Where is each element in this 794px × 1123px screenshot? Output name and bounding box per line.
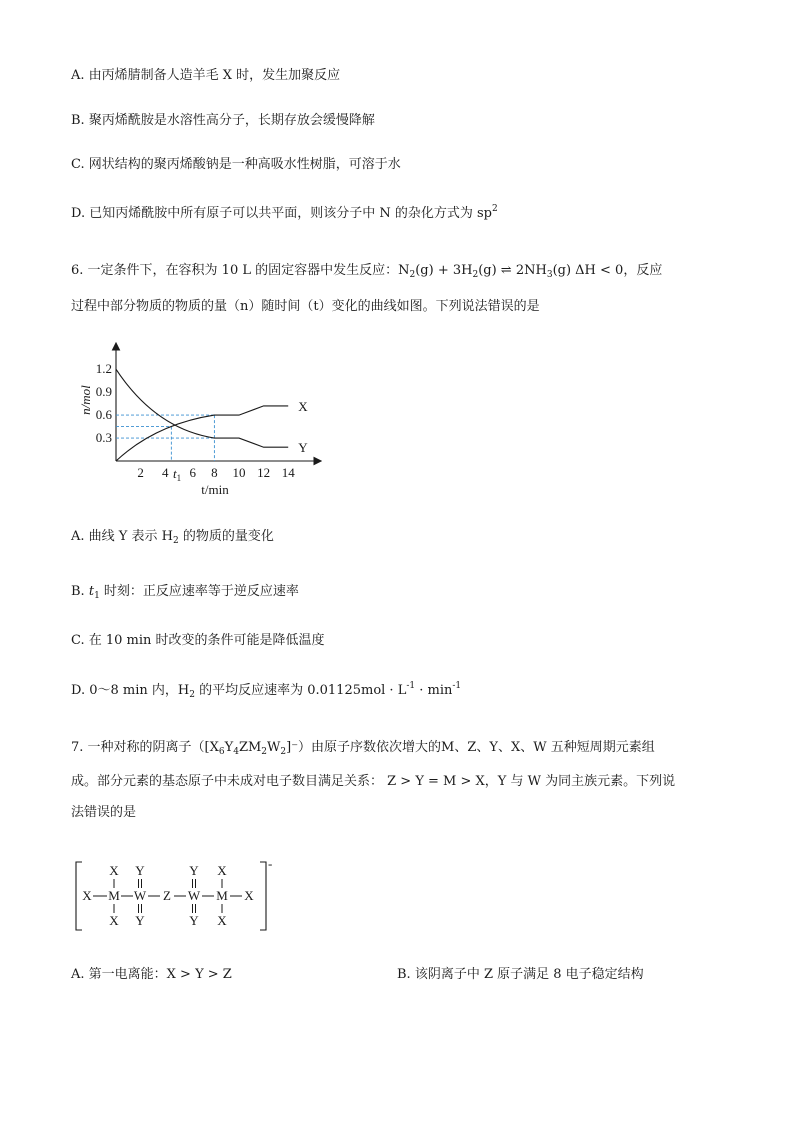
x-tick-label: 10: [232, 465, 246, 480]
t1-label: $t_1$: [172, 466, 182, 483]
x-axis-label: t/min: [201, 482, 229, 497]
svg-text:X: X: [109, 863, 119, 878]
q6-option-b: B. $t_1$ 时刻：正反应速率等于逆反应速率: [71, 584, 299, 601]
charge-sign: -: [268, 856, 273, 871]
svg-text:M: M: [216, 888, 228, 903]
series-Y-line: [116, 369, 288, 447]
series-X-label: X: [298, 398, 308, 414]
q6-graph: [80, 340, 330, 500]
q5-option-d-sup: 2: [492, 204, 498, 214]
q6-equation: $N_2(g) + 3H_2(g)$ ⇌ $2NH_3(g) \Delta H < 0$，反应: [398, 263, 663, 280]
series-Y-label: Y: [298, 440, 308, 456]
q6-stem-text: 6. 一定条件下，在容积为 10 L 的固定容器中发生反应：: [71, 263, 399, 278]
q6-option-a: A. 曲线 Y 表示 $H_2$ 的物质的量变化: [71, 529, 274, 546]
svg-text:X: X: [109, 913, 119, 928]
svg-text:X: X: [244, 888, 254, 903]
svg-text:Y: Y: [189, 863, 199, 878]
q6-option-c: C. 在 10 min 时改变的条件可能是降低温度: [71, 633, 325, 648]
q7-stem-line1: 7. 一种对称的阴离子$([X_6Y_4ZM_2W_2]^-)$由原子序数依次增大的M、Z、Y、X、W 五种短周期元素组: [71, 740, 655, 757]
q5-option-b: B. 聚丙烯酰胺是水溶性高分子，长期存放会缓慢降解: [71, 113, 375, 128]
q5-option-c: C. 网状结构的聚丙烯酸钠是一种高吸水性树脂，可溶于水: [71, 157, 401, 172]
y-axis-label: n/mol: [78, 385, 93, 415]
svg-text:X: X: [82, 888, 92, 903]
q5-option-a: A. 由丙烯腈制备人造羊毛 X 时，发生加聚反应: [71, 68, 341, 83]
q6-option-d: D. 0～8 min 内，$H_2$ 的平均反应速率为 $0.01125mol \cdot L^{-1} \cdot \min^{-1}$: [71, 681, 462, 700]
x-tick-label: 6: [189, 465, 197, 480]
x-tick-label: 8: [211, 465, 218, 480]
q7-stem-line2: 成。部分元素的基态原子中未成对电子数目满足关系： Z > Y = M > X，Y 与 W 为同主族元素。下列说: [71, 774, 676, 789]
y-tick-label: 1.2: [95, 361, 112, 377]
y-tick-label: 0.6: [95, 407, 112, 423]
left-bracket: [76, 862, 82, 930]
q7-option-a: A. 第一电离能：X > Y > Z: [71, 967, 232, 982]
svg-text:W: W: [133, 888, 147, 903]
q6-stem-line2: 过程中部分物质的物质的量（n）随时间（t）变化的曲线如图。下列说法错误的是: [71, 299, 540, 314]
svg-text:Y: Y: [135, 863, 145, 878]
x-tick-label: 4: [161, 465, 169, 480]
q5-option-d: [71, 205, 498, 223]
q7-option-b: B. 该阴离子中 Z 原子满足 8 电子稳定结构: [397, 967, 644, 982]
q5-option-d-text: D. 已知丙烯酰胺中所有原子可以共平面，则该分子中 N 的杂化方式为 sp: [71, 206, 492, 221]
y-tick-label: 0.9: [95, 384, 112, 400]
y-tick-label: 0.3: [95, 430, 112, 446]
svg-text:W: W: [187, 888, 201, 903]
equilibrium-arrow-icon: ⇌: [500, 263, 512, 278]
svg-text:M: M: [108, 888, 120, 903]
series-X-line: [116, 406, 288, 461]
q7-anion-structure: [70, 858, 280, 938]
svg-text:Y: Y: [135, 913, 145, 928]
x-tick-label: 2: [137, 465, 144, 480]
x-tick-label: 14: [281, 465, 295, 480]
svg-text:X: X: [217, 863, 227, 878]
svg-text:Z: Z: [163, 888, 171, 903]
svg-text:X: X: [217, 913, 227, 928]
svg-text:Y: Y: [189, 913, 199, 928]
q6-stem-line1: [71, 262, 662, 280]
x-tick-label: 12: [257, 465, 271, 480]
q7-stem-line3: 法错误的是: [71, 805, 137, 820]
right-bracket: [260, 862, 266, 930]
